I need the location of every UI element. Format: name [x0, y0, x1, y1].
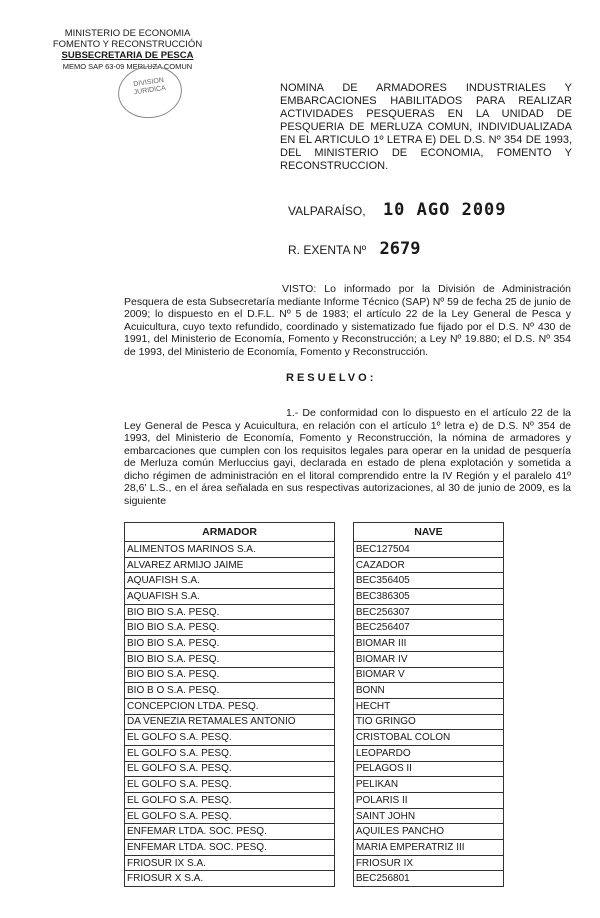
nave-cell: BEC256407	[353, 620, 503, 636]
header-subsecretaria: SUBSECRETARIA DE PESCA	[61, 50, 194, 61]
table-row	[125, 871, 504, 887]
armador-cell: BIO BIO S.A. PESQ.	[125, 636, 335, 652]
nave-cell: TIO GRINGO	[353, 714, 503, 730]
date-stamp: 10 AGO 2009	[382, 200, 507, 220]
nave-cell: MARIA EMPERATRIZ III	[353, 840, 503, 856]
armador-cell: BIO BIO S.A. PESQ.	[125, 604, 335, 620]
armador-cell: FRIOSUR X S.A.	[125, 871, 335, 887]
header-fomento: FOMENTO Y RECONSTRUCCIÓN	[52, 39, 203, 50]
table-row	[125, 714, 504, 730]
date-line	[288, 200, 507, 220]
visto-paragraph: VISTO: Lo informado por la División de Administración Pesquera de esta Subsecretaría mediante Informe Técnico (SAP) Nº 59 de fecha 25 de junio de 2009; lo dispuesto en el D.F.L. Nº 5 de 1983; el artículo 22 de la Ley General de Pesca y Acuicultura, cuyo texto refundido, coordinado y sistematizado fue fijado por el D.S. Nº 430 de 1991, del Ministerio de Economía, Fomento y Reconstrucción; a Ley Nº 19.880; el D.S. Nº 354 de 1993, del Ministerio de Economía, Fomento y Reconstrucción.	[124, 283, 571, 358]
nave-cell: BEC256307	[353, 604, 503, 620]
nave-cell: BONN	[353, 683, 503, 699]
table-row	[125, 683, 504, 699]
nave-cell: BIOMAR IV	[353, 651, 503, 667]
nave-cell: SAINT JOHN	[353, 808, 503, 824]
nave-cell: PELIKAN	[353, 777, 503, 793]
table-row	[125, 793, 504, 809]
armador-cell: BIO B O S.A. PESQ.	[125, 683, 335, 699]
table-row	[125, 698, 504, 714]
table-row	[125, 777, 504, 793]
table-row	[125, 808, 504, 824]
nave-cell: POLARIS II	[353, 793, 503, 809]
nave-cell: BEC386305	[353, 589, 503, 605]
nave-cell: FRIOSUR IX	[353, 855, 503, 871]
table-row	[125, 761, 504, 777]
nave-cell: AQUILES PANCHO	[353, 824, 503, 840]
nave-cell: CAZADOR	[353, 557, 503, 573]
header-ministry: MINISTERIO DE ECONOMIA	[64, 28, 191, 39]
armador-cell: EL GOLFO S.A. PESQ.	[125, 761, 335, 777]
table-header-row	[125, 523, 504, 542]
armador-cell: ALIMENTOS MARINOS S.A.	[125, 542, 335, 558]
nave-cell: BIOMAR III	[353, 636, 503, 652]
nave-cell: BIOMAR V	[353, 667, 503, 683]
table-row	[125, 589, 504, 605]
table-row	[125, 855, 504, 871]
table-row	[125, 730, 504, 746]
table-row	[125, 745, 504, 761]
document-title: NOMINA DE ARMADORES INDUSTRIALES Y EMBARCACIONES HABILITADOS PARA REALIZAR ACTIVIDADES PESQUERAS EN LA UNIDAD DE PESQUERIA DE MERLUZA COMUN, INDIVIDUALIZADA EN EL ARTICULO 1º LETRA E) DEL D.S. Nº 354 DE 1993, DEL MINISTERIO DE ECONOMIA, FOMENTO Y RECONSTRUCCION.	[280, 82, 572, 172]
table-row	[125, 620, 504, 636]
armador-cell: BIO BIO S.A. PESQ.	[125, 620, 335, 636]
exenta-line	[288, 239, 420, 259]
armador-cell: BIO BIO S.A. PESQ.	[125, 667, 335, 683]
header-memo: MEMO SAP 63-09 MERLUZA COMUN	[62, 62, 193, 71]
exenta-number: 2679	[379, 239, 421, 259]
header-nave: NAVE	[353, 523, 503, 542]
exenta-label: R. EXENTA Nº	[288, 243, 367, 257]
armador-cell: DA VENEZIA RETAMALES ANTONIO	[125, 714, 335, 730]
armador-cell: EL GOLFO S.A. PESQ.	[125, 777, 335, 793]
armador-cell: EL GOLFO S.A. PESQ.	[125, 793, 335, 809]
armador-cell: BIO BIO S.A. PESQ.	[125, 651, 335, 667]
nave-cell: BEC356405	[353, 573, 503, 589]
stamp-text: DIVISION JURIDICA	[132, 76, 167, 97]
table-row	[125, 667, 504, 683]
armador-cell: CONCEPCION LTDA. PESQ.	[125, 698, 335, 714]
article-1-paragraph: 1.- De conformidad con lo dispuesto en el artículo 22 de la Ley General de Pesca y Acuicultura, en relación con el artículo 1º letra e) de D.S. Nº 354 de 1993, del Ministerio de Economía, Fomento y Reconstrucción, la nómina de armadores y embarcaciones que cumplen con los requisitos legales para operar en la unidad de pesquería de Merluza común Merluccius gayi, declarada en estado de plena explotación y sometida a dicho régimen de administración en el litoral comprendido entre la IV Región y el paralelo 41º 28,6' L.S., en el área señalada en sus respectivas autorizaciones, al 30 de junio de 2009, es la siguiente	[124, 407, 571, 507]
table-row	[125, 557, 504, 573]
table-body	[125, 542, 504, 887]
nave-cell: BEC127504	[353, 542, 503, 558]
armador-cell: ALVAREZ ARMIJO JAIME	[125, 557, 335, 573]
table-row	[125, 604, 504, 620]
armador-cell: EL GOLFO S.A. PESQ.	[125, 745, 335, 761]
armador-cell: AQUAFISH S.A.	[125, 573, 335, 589]
table-row	[125, 824, 504, 840]
resuelvo-heading: RESUELVO:	[286, 372, 377, 384]
nave-cell: HECHT	[353, 698, 503, 714]
table-row	[125, 840, 504, 856]
nomina-table	[124, 522, 504, 887]
nave-cell: PELAGOS II	[353, 761, 503, 777]
nave-cell: CRISTOBAL COLON	[353, 730, 503, 746]
place: VALPARAÍSO,	[288, 204, 366, 218]
armador-cell: AQUAFISH S.A.	[125, 589, 335, 605]
nave-cell: BEC256801	[353, 871, 503, 887]
armador-cell: ENFEMAR LTDA. SOC. PESQ.	[125, 824, 335, 840]
armador-cell: FRIOSUR IX S.A.	[125, 855, 335, 871]
armador-cell: ENFEMAR LTDA. SOC. PESQ.	[125, 840, 335, 856]
nave-cell: LEOPARDO	[353, 745, 503, 761]
table-row	[125, 573, 504, 589]
armador-cell: EL GOLFO S.A. PESQ.	[125, 730, 335, 746]
table-row	[125, 542, 504, 558]
header-armador: ARMADOR	[125, 523, 335, 542]
armador-cell: EL GOLFO S.A. PESQ.	[125, 808, 335, 824]
table-row	[125, 636, 504, 652]
table-row	[125, 651, 504, 667]
